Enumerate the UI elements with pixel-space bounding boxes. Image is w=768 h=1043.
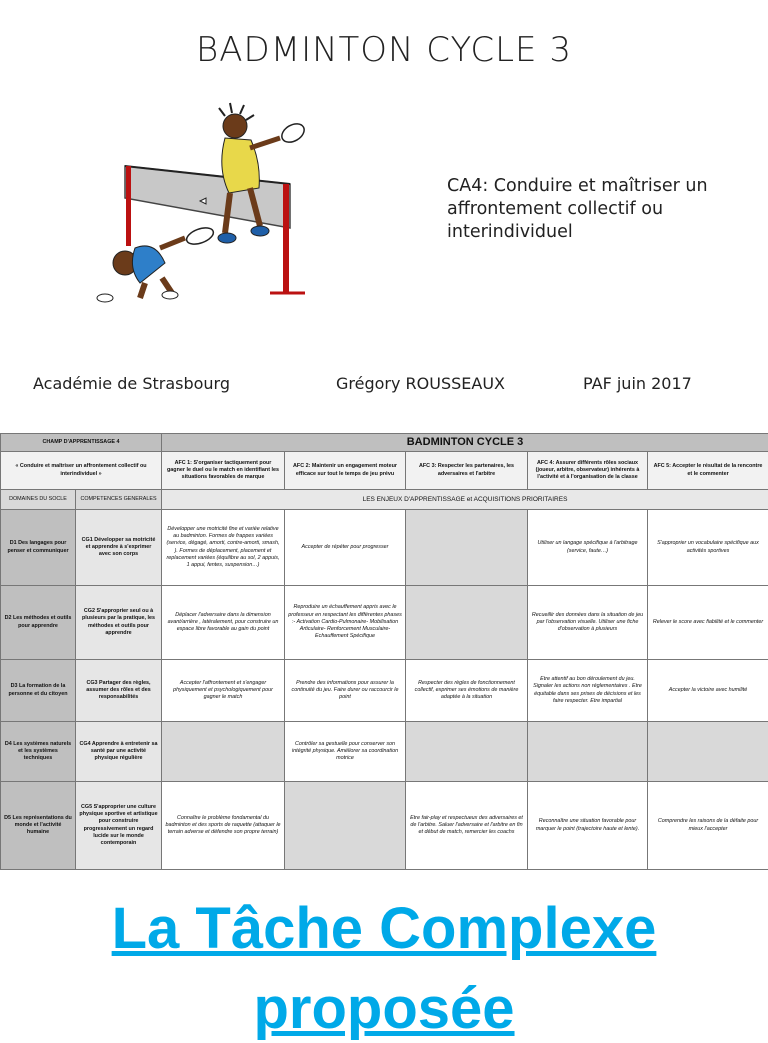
table-row — [1, 510, 768, 586]
tache-heading-line2: proposée — [0, 975, 768, 1043]
afc2-cell: Reproduire un échauffement appris avec le professeur en respectant les différentes phases :- Activation Cardio-Pulmonaire- Mobilisation Articulaire- Renforcement Musculaire- Echauffement Spécifique — [285, 586, 406, 660]
afc1-cell: Développer une motricité fine et variée relative au badminton. Formes de frappes variées (service, dégagé, amorti, contre-amorti, smash, ). Formes de déplacement, placement et replacement variées (équilibre au sol, 2 appuis, 1 appui, fentes, suspension…) — [162, 510, 285, 586]
col-domaines: DOMAINES DU SOCLE — [1, 490, 76, 510]
afc3-cell: Respecter des règles de fonctionnement collectif, exprimer ses émotions de manière adaptée à la situation — [406, 660, 528, 722]
afc5-cell: S'approprier un vocabulaire spécifique aux activités sportives — [648, 510, 768, 586]
table-row — [1, 586, 768, 660]
learning-table — [0, 433, 768, 870]
table-row — [1, 660, 768, 722]
domaine-cell: D2 Les méthodes et outils pour apprendre — [1, 586, 76, 660]
afc5-cell — [648, 722, 768, 782]
afc4-cell: Etre attentif au bon déroulement du jeu. Signaler les actions non réglementaires . Etre équitable dans ses prises de décisions et les faire respecter. Etre impartial — [528, 660, 648, 722]
ca-quote: « Conduire et maîtriser un affrontement collectif ou interindividuel » — [1, 452, 162, 490]
afc3-cell — [406, 510, 528, 586]
badminton-players-illustration — [90, 88, 350, 308]
afc2-cell: Prendre des informations pour assurer la continuité du jeu. Faire durer ou raccourcir le point — [285, 660, 406, 722]
afc4-cell — [528, 722, 648, 782]
afc-1: AFC 1: S'organiser tactiquement pour gagner le duel ou le match en identifiant les situations favorables de marque — [162, 452, 285, 490]
footer-date: PAF juin 2017 — [583, 374, 692, 393]
afc2-cell — [285, 782, 406, 870]
domaine-cell: D1 Des langages pour penser et communiquer — [1, 510, 76, 586]
cg-cell: CG1 Développer sa motricité et apprendre à s'exprimer avec son corps — [76, 510, 162, 586]
afc3-cell — [406, 722, 528, 782]
afc1-cell: Accepter l'affrontement et s'engager physiquement et psychologiquement pour gagner le match — [162, 660, 285, 722]
enjeux-heading: LES ENJEUX D'APPRENTISSAGE et ACQUISITIONS PRIORITAIRES — [162, 490, 768, 510]
cg-cell: CG4 Apprendre à entretenir sa santé par une activité physique régulière — [76, 722, 162, 782]
domaine-cell: D4 Les systèmes naturels et les systèmes techniques — [1, 722, 76, 782]
tache-heading: La Tâche Complexe — [0, 895, 768, 963]
slide-title: BADMINTON CYCLE 3 — [0, 30, 768, 70]
table-row — [1, 782, 768, 870]
cg-cell: CG3 Partager des règles, assumer des rôles et des responsabilités — [76, 660, 162, 722]
col-competences: COMPETENCES GENERALES — [76, 490, 162, 510]
cg-cell: CG5 S'approprier une culture physique sportive et artistique pour construire progressivement un regard lucide sur le monde contemporain — [76, 782, 162, 870]
table-row — [1, 722, 768, 782]
champ-heading: CHAMP D'APPRENTISSAGE 4 — [1, 434, 162, 452]
afc2-cell: Contrôler sa gestuelle pour conserver son intégrité physique. Améliorer sa coordination motrice — [285, 722, 406, 782]
afc-2: AFC 2: Maintenir un engagement moteur efficace sur tout le temps de jeu prévu — [285, 452, 406, 490]
afc-5: AFC 5: Accepter le résultat de la rencontre et le commenter — [648, 452, 768, 490]
afc5-cell: Accepter la victoire avec humilité — [648, 660, 768, 722]
afc4-cell: Reconnaître une situation favorable pour marquer le point (trajectoire haute et lente). — [528, 782, 648, 870]
afc-4: AFC 4: Assurer différents rôles sociaux (joueur, arbitre, observateur) inhérents à l'activité et à l'organisation de la classe — [528, 452, 648, 490]
afc1-cell: Déplacer l'adversaire dans la dimension avant/arrière , latéralement, pour construire un espace libre favorable au gain du point — [162, 586, 285, 660]
cg-cell: CG2 S'approprier seul ou à plusieurs par la pratique, les méthodes et outils pour apprendre — [76, 586, 162, 660]
domaine-cell: D3 La formation de la personne et du citoyen — [1, 660, 76, 722]
footer-academie: Académie de Strasbourg — [33, 374, 230, 393]
afc1-cell — [162, 722, 285, 782]
afc3-cell: Etre fair-play et respectueux des adversaires et de l'arbitre. Saluer l'adversaire et l'arbitre en fin et début de match, remercier les coachs — [406, 782, 528, 870]
afc-3: AFC 3: Respecter les partenaires, les adversaires et l'arbitre — [406, 452, 528, 490]
domaine-cell: D5 Les représentations du monde et l'activité humaine — [1, 782, 76, 870]
afc3-cell — [406, 586, 528, 660]
afc4-cell: Recueillir des données dans la situation de jeu par l'observation visuelle. Utiliser une fiche d'observation à plusieurs — [528, 586, 648, 660]
afc4-cell: Utiliser un langage spécifique à l'arbitrage (service, faute…) — [528, 510, 648, 586]
afc5-cell: Comprendre les raisons de la défaite pour mieux l'accepter — [648, 782, 768, 870]
afc2-cell: Accepter de répéter pour progresser — [285, 510, 406, 586]
afc5-cell: Relever le score avec fiabilité et le commenter — [648, 586, 768, 660]
ca4-description: CA4: Conduire et maîtriser un affrontement collectif ou interindividuel — [447, 175, 747, 244]
afc1-cell: Connaître le problème fondamental du badminton et des sports de raquette (attaquer le terrain adverse et défendre son propre terrain) — [162, 782, 285, 870]
footer-author: Grégory ROUSSEAUX — [336, 374, 505, 393]
sport-heading: BADMINTON CYCLE 3 — [162, 434, 768, 452]
